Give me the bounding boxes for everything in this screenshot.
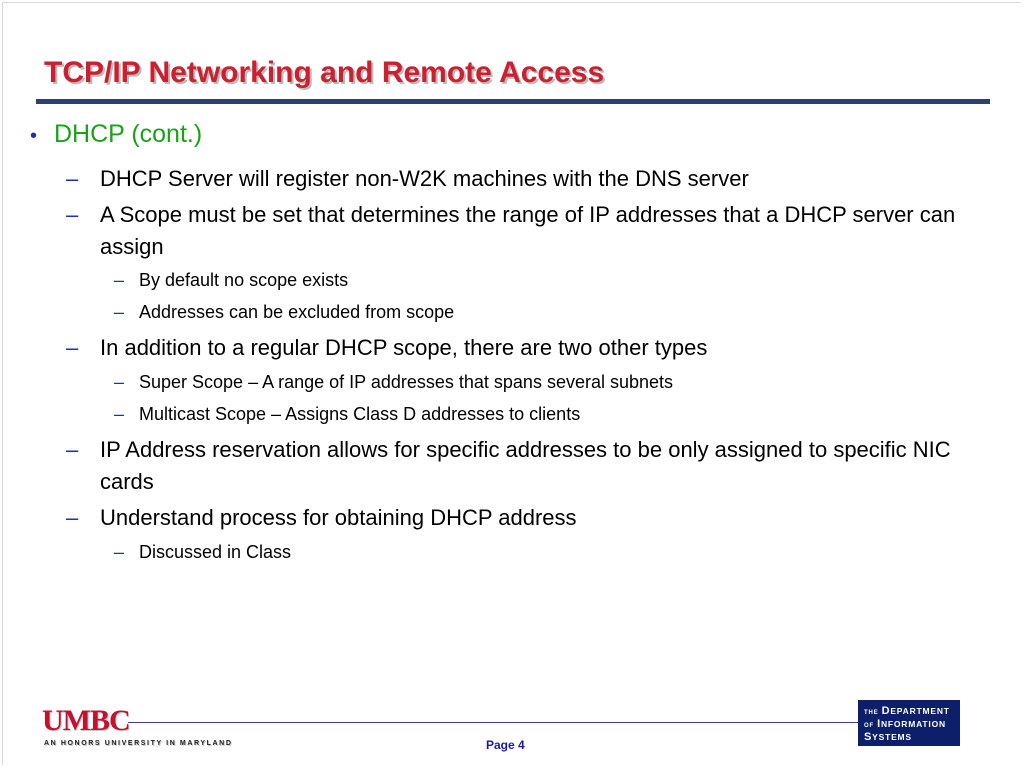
umbc-logo-text: UMBC: [42, 704, 130, 737]
dept-line-1-prefix: THE: [864, 710, 879, 716]
umbc-logo: [42, 704, 252, 752]
dept-line-3-rest: YSTEMS: [872, 732, 912, 742]
dept-line-2-initial: I: [877, 718, 881, 730]
dept-line-1-initial: D: [881, 705, 891, 717]
department-logo: [858, 700, 960, 746]
dept-line-1-rest: EPARTMENT: [890, 706, 950, 716]
dept-line-2-rest: NFORMATION: [880, 719, 946, 729]
dash-icon: –: [66, 202, 79, 227]
dash-icon: –: [114, 404, 125, 424]
page-number: Page 4: [486, 738, 525, 752]
dash-icon: –: [66, 335, 79, 360]
sub-list-item-text: Multicast Scope – Assigns Class D addresses to clients: [139, 404, 581, 424]
list-item-text: IP Address reservation allows for specific addresses to be only assigned to specific NIC cards: [100, 437, 951, 494]
dash-icon: –: [66, 166, 79, 191]
dept-line-2-prefix: OF: [864, 723, 874, 729]
dept-line-3-initial: S: [864, 731, 873, 743]
umbc-logo-subtitle: AN HONORS UNIVERSITY IN MARYLAND: [44, 740, 233, 747]
list-item-text: A Scope must be set that determines the range of IP addresses that a DHCP server can assign: [100, 202, 956, 259]
dash-icon: –: [114, 372, 125, 392]
dash-icon: –: [114, 302, 125, 322]
dept-line-3: [864, 731, 912, 743]
dept-line-2: [864, 718, 946, 730]
bullet-icon: •: [30, 125, 38, 147]
heading-bullet-item: [30, 120, 202, 149]
dept-line-1: [864, 705, 950, 717]
dash-icon: –: [66, 505, 79, 530]
title-underline: [36, 99, 990, 104]
dash-icon: –: [114, 542, 125, 562]
list-item-text: DHCP Server will register non-W2K machines with the DNS server: [100, 166, 749, 191]
heading-text: DHCP (cont.): [54, 120, 203, 148]
sub-list-item-text: Discussed in Class: [139, 542, 292, 562]
dash-icon: –: [114, 270, 125, 290]
list-item-text: In addition to a regular DHCP scope, there are two other types: [100, 335, 708, 360]
slide-title: TCP/IP Networking and Remote Access: [44, 56, 605, 89]
sub-list-item-text: Addresses can be excluded from scope: [139, 302, 455, 322]
dash-icon: –: [66, 437, 79, 462]
sub-list-item-text: By default no scope exists: [139, 270, 349, 290]
sub-list-item-text: Super Scope – A range of IP addresses that spans several subnets: [139, 372, 674, 392]
list-item-text: Understand process for obtaining DHCP address: [100, 505, 577, 530]
